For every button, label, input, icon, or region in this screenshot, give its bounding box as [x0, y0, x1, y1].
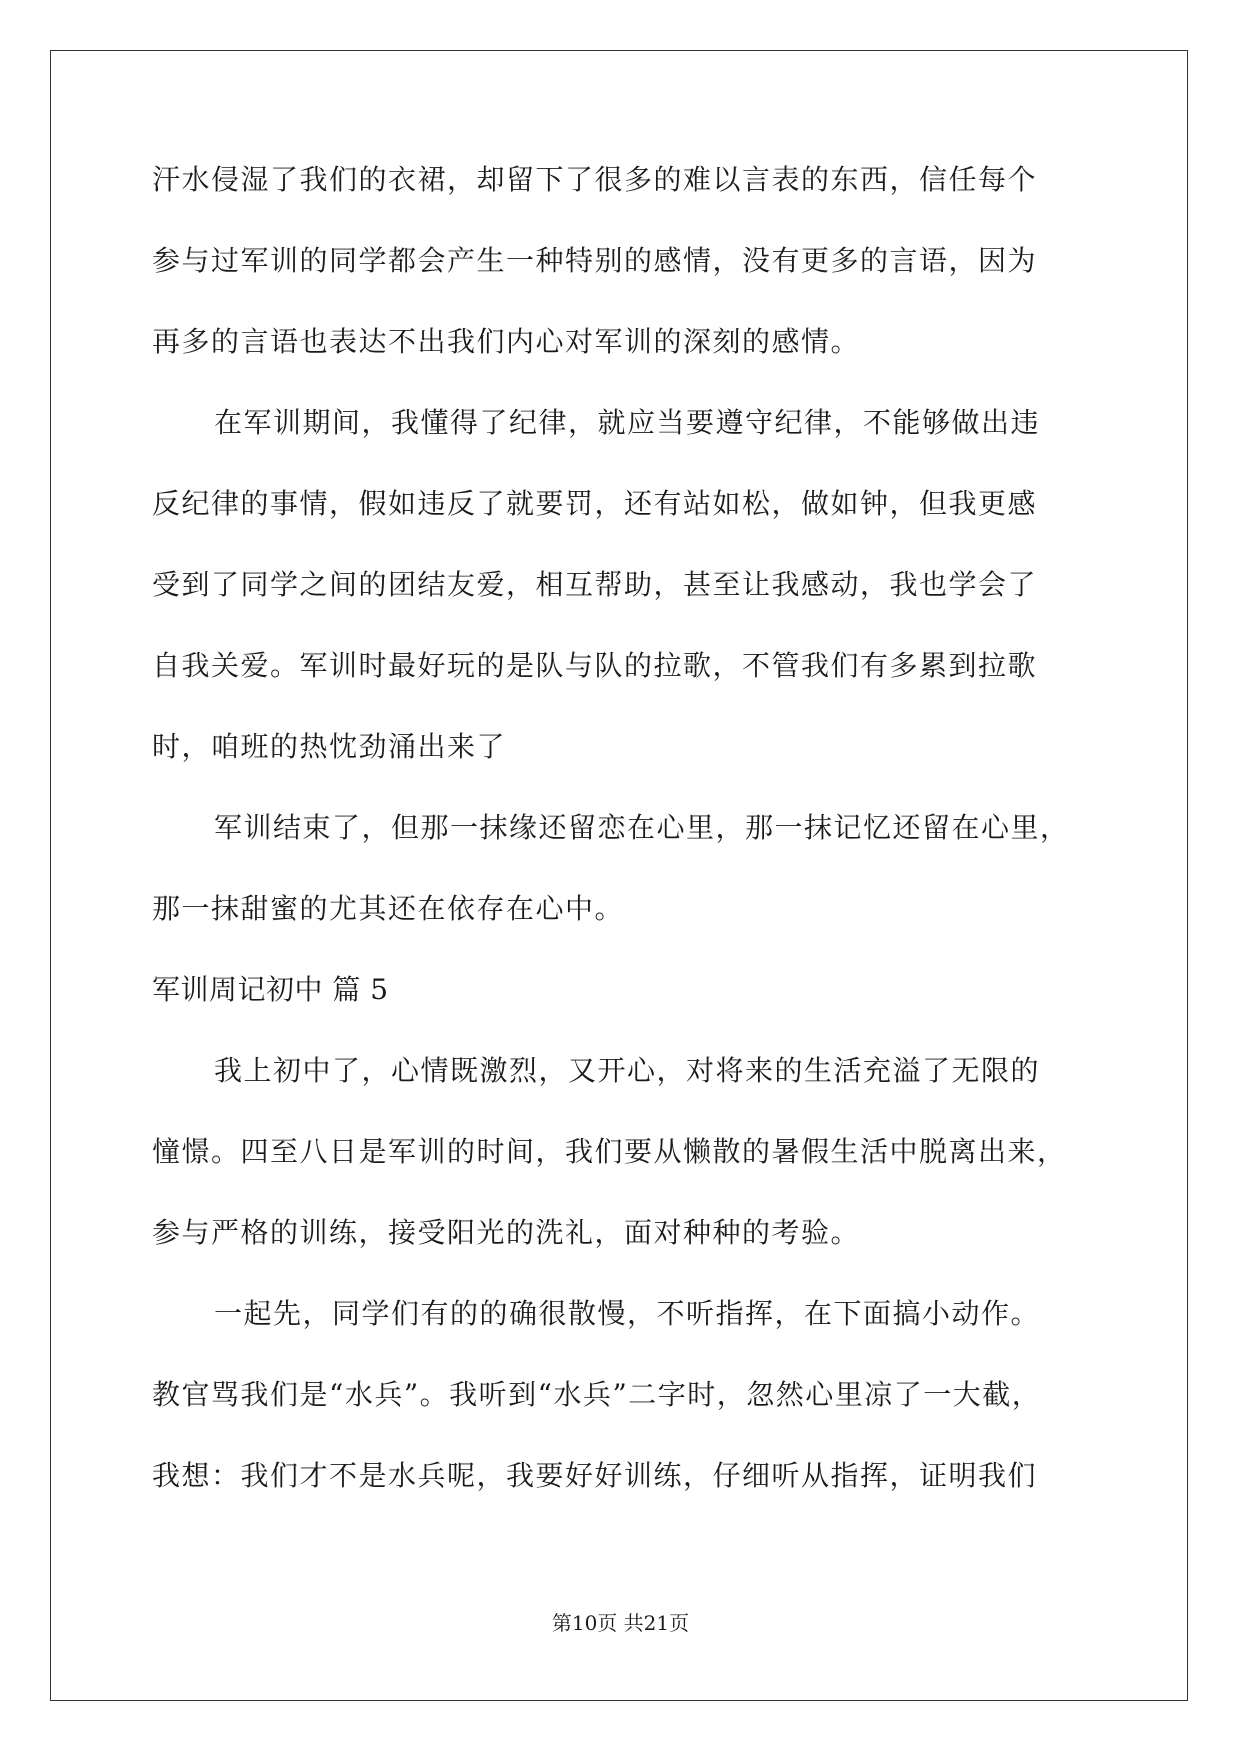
paragraph-line: 再多的言语也表达不出我们内心对军训的深刻的感情。 — [152, 325, 861, 358]
paragraph-line: 一起先，同学们有的的确很散慢，不听指挥，在下面搞小动作。 — [214, 1297, 1041, 1330]
paragraph-line: 时，咱班的热忱劲涌出来了 — [152, 730, 507, 763]
paragraph-line: 我上初中了，心情既激烈，又开心，对将来的生活充溢了无限的 — [214, 1054, 1041, 1087]
paragraph-line: 反纪律的事情，假如违反了就要罚，还有站如松，做如钟，但我更感 — [152, 487, 1038, 520]
section-heading: 军训周记初中 篇 5 — [152, 973, 389, 1006]
paragraph-line: 憧憬。四至八日是军训的时间，我们要从懒散的暑假生活中脱离出来， — [152, 1135, 1067, 1168]
paragraph-line: 自我关爱。军训时最好玩的是队与队的拉歌，不管我们有多累到拉歌 — [152, 649, 1038, 682]
paragraph-line: 军训结束了，但那一抹缘还留恋在心里，那一抹记忆还留在心里， — [214, 811, 1070, 844]
paragraph-line: 受到了同学之间的团结友爱，相互帮助，甚至让我感动，我也学会了 — [152, 568, 1038, 601]
paragraph-line: 教官骂我们是“水兵”。我听到“水兵”二字时，忽然心里凉了一大截， — [152, 1378, 1042, 1411]
paragraph-line: 参与严格的训练，接受阳光的洗礼，面对种种的考验。 — [152, 1216, 861, 1249]
page-number-footer: 第10页 共21页 — [551, 1611, 690, 1635]
paragraph-line: 在军训期间，我懂得了纪律，就应当要遵守纪律，不能够做出违 — [214, 406, 1041, 439]
paragraph-line: 参与过军训的同学都会产生一种特别的感情，没有更多的言语，因为 — [152, 244, 1038, 277]
paragraph-line: 汗水侵湿了我们的衣裙，却留下了很多的难以言表的东西，信任每个 — [152, 163, 1038, 196]
paragraph-line: 那一抹甜蜜的尤其还在依存在心中。 — [152, 892, 625, 925]
document-body — [152, 160, 1092, 1537]
paragraph-line: 我想：我们才不是水兵呢，我要好好训练，仔细听从指挥，证明我们 — [152, 1459, 1038, 1492]
